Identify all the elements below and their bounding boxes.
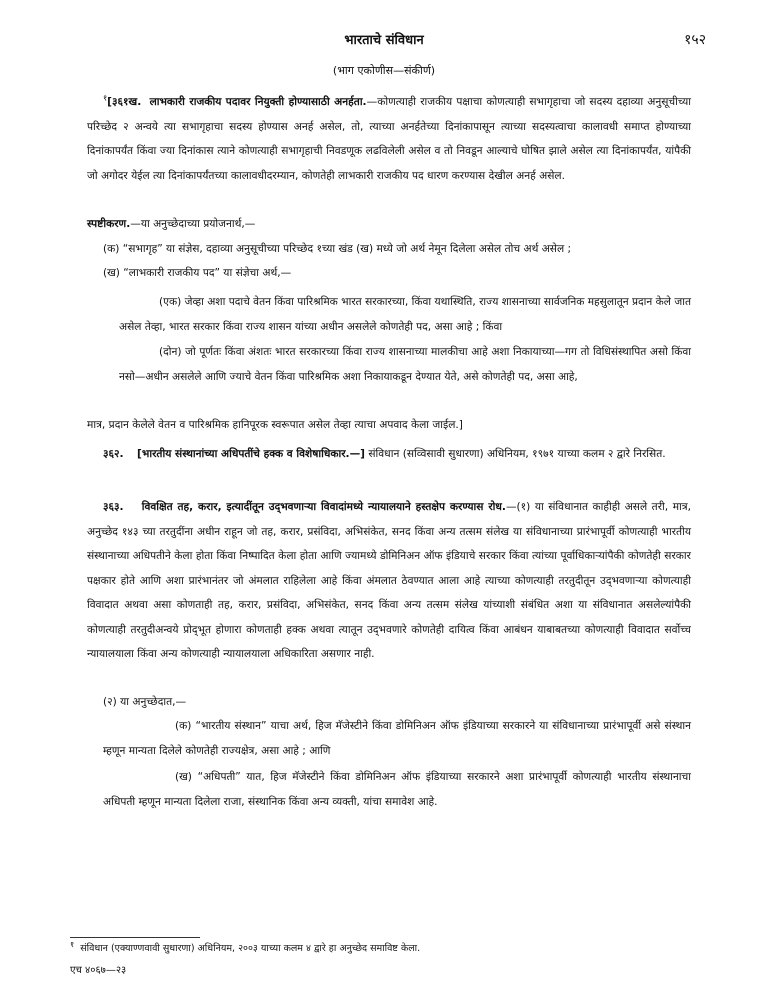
proviso: मात्र, प्रदान केलेले वेतन व पारिश्रमिक हानिपूरक स्वरूपात असेल तेव्हा त्याचा अपवाद केला जाईल.] xyxy=(87,419,463,431)
article-number: ३६३. xyxy=(103,501,124,513)
article-363 xyxy=(87,495,691,667)
explanation xyxy=(87,212,691,237)
part-subtitle: (भाग एकोणीस—संकीर्ण) xyxy=(332,64,436,77)
article-number: ३६२. xyxy=(103,448,124,460)
page-title: भारताचे संविधान xyxy=(344,33,424,48)
footnote xyxy=(70,939,710,956)
article-362 xyxy=(87,442,691,467)
article-body: संविधान (सव्विसावी सुधारणा) अधिनियम, १९७१ याच्या कलम २ द्वारे निरसित. xyxy=(368,448,666,460)
sub-item-1: (एक) जेव्हा अशा पदाचे वेतन किंवा पारिश्रमिक भारत सरकारच्या, किंवा यथास्थिति, राज्य शासनाच्या सार्वजनिक महसुलातून प्रदान केले जात असेल तेव्हा, भारत सरकार किंवा राज्य शासन यांच्या अधीन असलेले कोणतेही पद, असा आहे ; किंवा xyxy=(119,296,692,333)
definition-b: (ख) “अधिपती” यात, हिज मॅजेस्टीने किंवा डोमिनिअन ऑफ इंडियाच्या सरकारने अशा प्रारंभापूर्वी कोणत्याही भारतीय संस्थानाचा अधिपती म्हणून मान्यता दिलेला राजा, संस्थानिक किंवा अन्य व्यक्ती, यांचा समावेश आहे. xyxy=(103,771,691,808)
article-heading: लाभकारी राजकीय पदावर नियुक्ती होण्यासाठी अनर्हता. xyxy=(149,96,367,108)
definition-a: (क) “भारतीय संस्थान” याचा अर्थ, हिज मॅजेस्टीने किंवा डोमिनिअन ऑफ इंडियाच्या सरकारने या संविधानाच्या प्रारंभापूर्वी असे संस्थान म्हणून मान्यता दिलेले कोणतेही राज्यक्षेत्र, असा आहे ; आणि xyxy=(103,720,691,757)
explanation-item-b: (ख) “लाभकारी राजकीय पद” या संज्ञेचा अर्थ,— xyxy=(103,267,292,279)
page-number: १५२ xyxy=(684,32,706,48)
sub-item-2: (दोन) जो पूर्णतः किंवा अंशतः भारत सरकारच्या किंवा राज्य शासनाच्या मालकीचा आहे अशा निकायाच्या—गग तो विधिसंस्थापित असो किंवा नसो—अधीन असलेले आणि ज्याचे वेतन किंवा पारिश्रमिक अशा निकायाकडून देण्यात येते, असे कोणतेही पद, असा आहे, xyxy=(119,346,691,383)
article-361b xyxy=(87,90,691,188)
article-heading: विवक्षित तह, करार, इत्यादींतून उद्‌भवणाऱ्या विवादांमध्ये न्यायालयाने हस्तक्षेप करण्यास रोध. xyxy=(141,501,506,513)
explanation-intro: —या अनुच्छेदाच्या प्रयोजनार्थ,— xyxy=(130,218,256,230)
explanation-item-a: (क) “सभागृह” या संज्ञेस, दहाव्या अनुसूचीच्या परिच्छेद १च्या खंड (ख) मध्ये जो अर्थ नेमून दिलेला असेल तोच अर्थ असेल ; xyxy=(103,243,572,255)
article-body: —कोणत्याही राजकीय पक्षाचा कोणत्याही सभागृहाचा जो सदस्य दहाव्या अनुसूचीच्या परिच्छेद २ अन्वये त्या सभागृहाचा सदस्य होण्यास अनर्ह असेल, तो, त्याच्या अनर्हतेच्या दिनांकापासून त्याच्या सदस्यत्वाचा कालावधी समाप्त होण्याच्या दिनांकापर्यंत किंवा ज्या दिनांकास त्याने कोणत्याही सभागृहाची निवडणूक लढविलेली असेल व तो निवडून आल्याचे घोषित झाले असेल त्या दिनांकापर्यंत, यांपैकी जो अगोदर येईल त्या दिनांकापर्यंतच्या कालावधीदरम्यान, कोणतेही लाभकारी राजकीय पद धारण करण्यास देखील अनर्ह असेल. xyxy=(87,96,691,182)
article-number: [३६१ख. xyxy=(107,96,142,108)
article-body: —(१) या संविधानात काहीही असले तरी, मात्र, अनुच्छेद १४३ च्या तरतुदींना अधीन राहून जो तह, करार, प्रसंविदा, अभिसंकेत, सनद किंवा अन्य तत्सम संलेख या संविधानाच्या प्रारंभापूर्वी कोणत्याही भारतीय संस्थानाच्या अधिपतीने केला होता किंवा निष्पादित केला होता आणि ज्यामध्ये डोमिनिअन ऑफ इंडियाचे सरकार किंवा त्यांच्या पूर्वाधिकाऱ्यांपैकी कोणतेही सरकार पक्षकार होते आणि अशा प्रारंभानंतर जो अंमलात राहिलेला आहे किंवा अंमलात ठेवण्यात आला आहे त्याच्या कोणत्याही तरतुदीतून उद्‌भवणाऱ्या कोणत्याही विवादात अथवा असा कोणताही तह, करार, प्रसंविदा, अभिसंकेत, सनद किंवा अन्य तत्सम संलेख यांच्याशी संबंधित अशा या संविधानात असलेल्यांपैकी कोणत्याही तरतुदीअन्वये प्रोद्‌भूत होणारा कोणताही हक्क अथवा त्यातून उद्‌भवणारे कोणतेही दायित्व किंवा आबंधन याबाबतच्या कोणत्याही विवादात सर्वोच्च न्यायालयाला किंवा अन्य कोणत्याही न्यायालयाला अधिकारिता असणार नाही. xyxy=(87,501,691,660)
footnote-marker: १ xyxy=(70,939,75,949)
article-heading: [भारतीय संस्थानांच्या अधिपतींचे हक्क व विशेषाधिकार.—] xyxy=(137,448,366,460)
footnote-divider xyxy=(70,937,200,938)
explanation-label: स्पष्टीकरण. xyxy=(87,218,131,230)
footnote-text: संविधान (एक्याण्णवावी सुधारणा) अधिनियम, २००३ याच्या कलम ४ द्वारे हा अनुच्छेद समाविष्ट केला. xyxy=(80,943,421,954)
print-code: एच ४०६७—२३ xyxy=(70,965,127,976)
footnote-marker: १ xyxy=(103,93,108,103)
clause-2: (२) या अनुच्छेदात,— xyxy=(103,696,187,708)
